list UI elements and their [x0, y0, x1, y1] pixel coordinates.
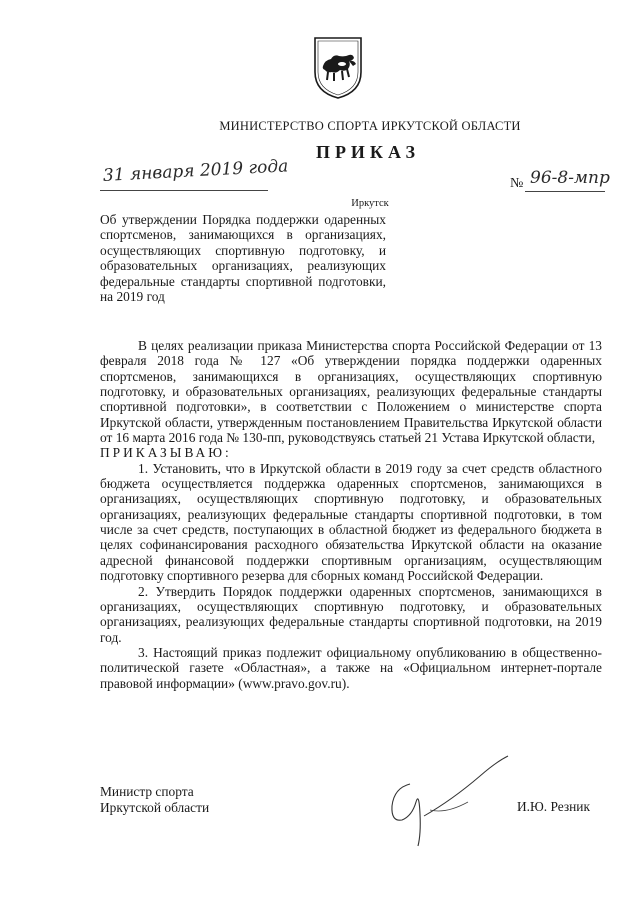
order-item-1: 1. Установить, что в Иркутской области в 2019 году за счет средств областного бюджета осуществляется поддержка одаренных спортсменов, занимающихся в организациях, осуществляющих спортивную подготовку, и образовательных организациях, реализующих федеральные стандарты спортивной подготовки, в том числе за счет средств, поступающих в областной бюджет из федерального бюджета в целях софинансирования расходного обязательства Иркутской области на оказание адресной финансовой поддержки спортивным организациям, осуществляющим подготовку спортивного резерва для сборных команд Российской Федерации. — [100, 460, 602, 584]
signer-name: И.Ю. Резник — [517, 799, 590, 814]
irkutsk-coat-of-arms-icon — [312, 36, 364, 100]
document-type-title: ПРИКАЗ — [315, 142, 421, 162]
signer-title-line-1: Министр спорта — [100, 784, 194, 799]
order-item-2: 2. Утвердить Порядок поддержки одаренных спортсменов, занимающихся в организациях, осуществляющих спортивную подготовку, и образовательных организациях, реализующих федеральные стандарты спортивной подготовки, на 2019 год. — [100, 583, 602, 645]
ministry-name: МИНИСТЕРСТВО СПОРТА ИРКУТСКОЙ ОБЛАСТИ — [219, 119, 521, 133]
order-item-3: 3. Настоящий приказ подлежит официальному опубликованию в общественно-политической газете «Областная», а также на «Официальном интернет-портале правовой информации» (www.pravo.gov.ru). — [100, 644, 602, 691]
handwritten-document-number: 96-8-мпр — [530, 168, 610, 188]
signer-title-line-2: Иркутской области — [100, 800, 210, 815]
date-underline — [100, 190, 268, 191]
order-keyword: ПРИКАЗЫВАЮ: — [100, 445, 232, 461]
number-underline — [525, 191, 605, 192]
document-city: Иркутск — [351, 198, 389, 209]
handwritten-signature — [372, 754, 512, 854]
document-subject: Об утверждении Порядка поддержки одаренных спортсменов, занимающихся в организациях, осуществляющих спортивную подготовку, и образовательных организациях, реализующих федеральные стандарты спортивной подготовки, на 2019 год — [100, 212, 386, 305]
preamble-paragraph: В целях реализации приказа Министерства спорта Российской Федерации от 13 февраля 2018 года № 127 «Об утверждении порядка поддержки одаренных спортсменов, занимающихся в организациях, осуществляющих спортивную подготовку, и образовательных организациях, реализующих федеральные стандарты спортивной подготовки», в соответствии с Положением о министерстве спорта Иркутской области, утвержденным постановлением Правительства Иркутской области от 16 марта 2016 года № 130-пп, руководствуясь статьей 21 Устава Иркутской области, — [100, 338, 602, 446]
document-body — [100, 338, 602, 691]
number-prefix: № — [510, 176, 524, 191]
signer-title — [100, 784, 209, 816]
handwritten-date: 31 января 2019 года — [102, 156, 289, 186]
